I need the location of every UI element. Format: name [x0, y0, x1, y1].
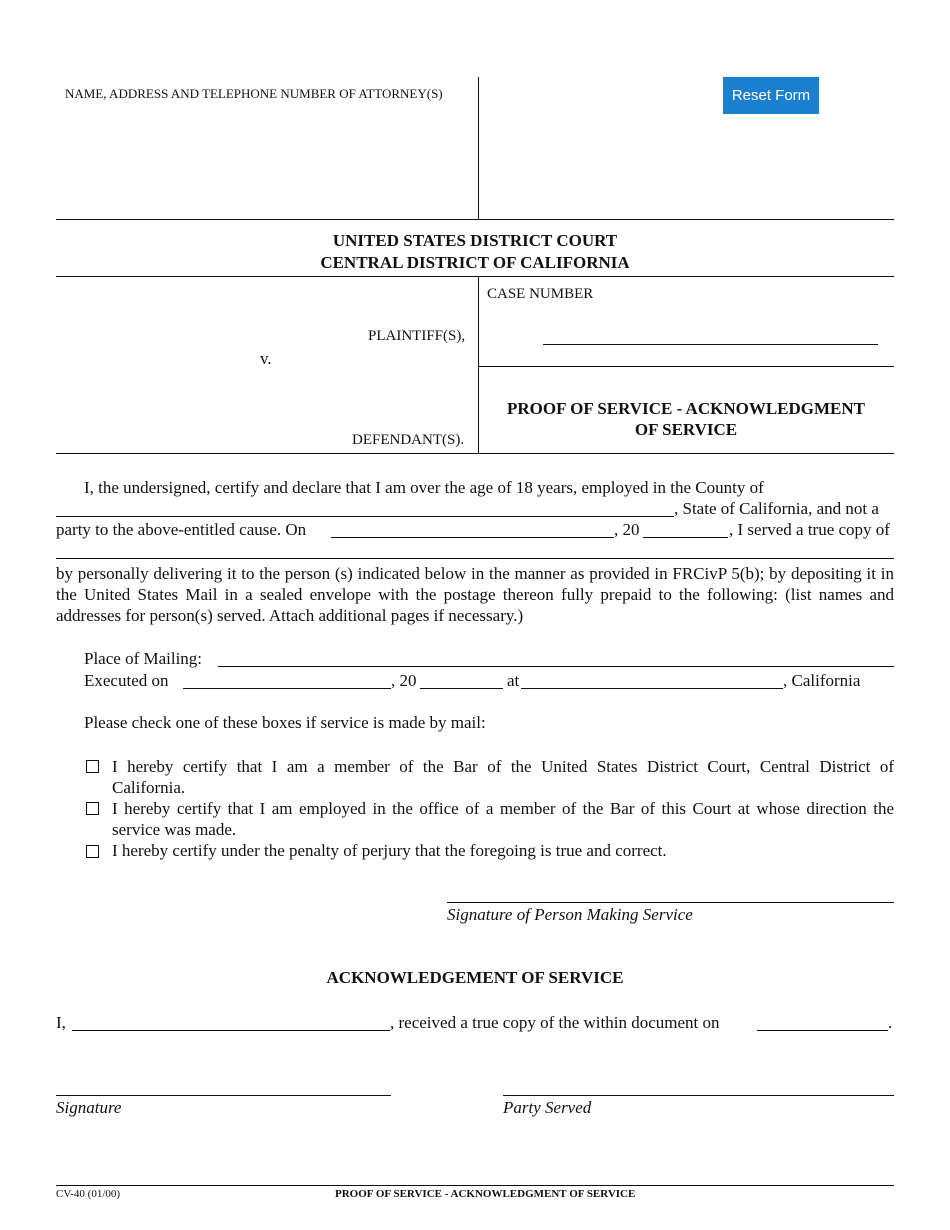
court-bottom-rule	[56, 276, 894, 277]
header-bottom-rule	[56, 219, 894, 220]
party-served-field[interactable]	[503, 1095, 894, 1096]
perjury-checkbox[interactable]	[86, 845, 99, 858]
form-code: CV-40 (01/00)	[56, 1188, 121, 1200]
signature-label: Signature of Person Making Service	[447, 905, 693, 924]
footer-rule	[56, 1185, 894, 1186]
checkbox-instruction: Please check one of these boxes if service is made by mail:	[84, 713, 486, 732]
california-text: , California	[783, 671, 861, 690]
plaintiff-label: PLAINTIFF(S),	[368, 328, 466, 344]
bar-member-line-1: I hereby certify that I am a member of the Bar of the United States District Court, Central District of	[112, 757, 894, 776]
reset-form-button[interactable]: Reset Form	[723, 77, 819, 114]
delivery-paragraph: by personally delivering it to the person (s) indicated below in the manner as provided in FRCivP 5(b); by depositing it in the United States Mail in a sealed envelope with the postage thereon fully prepaid to the following: (list names and addresses for person(s) served. Attach additional pages if necessary.)	[56, 564, 894, 625]
bar-member-checkbox[interactable]	[86, 760, 99, 773]
at-label: at	[507, 671, 520, 690]
bar-member-line-2: California.	[112, 778, 186, 797]
case-number-field[interactable]	[543, 344, 878, 345]
served-text: , I served a true copy of	[729, 520, 890, 539]
county-field[interactable]	[56, 516, 674, 517]
declaration-line-1: I, the undersigned, certify and declare that I am over the age of 18 years, employed in the County of	[84, 478, 764, 497]
document-served-field[interactable]	[56, 558, 894, 559]
footer-title: PROOF OF SERVICE - ACKNOWLEDGMENT OF SERVICE	[335, 1188, 636, 1200]
employed-line-1: I hereby certify that I am employed in the office of a member of the Bar of this Court at whose direction the	[112, 799, 894, 818]
ack-signature-label: Signature	[56, 1098, 122, 1117]
service-year-field[interactable]	[643, 537, 728, 538]
defendant-label: DEFENDANT(S).	[352, 432, 465, 448]
ack-name-field[interactable]	[72, 1030, 390, 1031]
signature-field[interactable]	[447, 902, 894, 903]
ack-received-text: , received a true copy of the within document on	[390, 1013, 720, 1032]
document-title-line-1: PROOF OF SERVICE - ACKNOWLEDGMENT	[507, 399, 865, 418]
place-of-mailing-label: Place of Mailing:	[84, 649, 203, 668]
ack-i-label: I,	[56, 1013, 66, 1032]
employed-checkbox[interactable]	[86, 802, 99, 815]
perjury-text: I hereby certify under the penalty of perjury that the foregoing is true and correct.	[112, 841, 667, 860]
case-number-box-rule	[478, 366, 894, 367]
state-text: , State of California, and not a	[674, 499, 879, 518]
executed-year-field[interactable]	[420, 688, 503, 689]
attorney-label: NAME, ADDRESS AND TELEPHONE NUMBER OF ATTORNEY(S)	[65, 86, 443, 101]
executed-date-field[interactable]	[183, 688, 391, 689]
acknowledgement-title: ACKNOWLEDGEMENT OF SERVICE	[326, 968, 624, 987]
court-line-2: CENTRAL DISTRICT OF CALIFORNIA	[320, 253, 630, 272]
service-date-field[interactable]	[331, 537, 614, 538]
party-served-label: Party Served	[503, 1098, 592, 1117]
bar-member-text	[112, 756, 894, 798]
employed-text	[112, 798, 894, 840]
court-name	[56, 230, 894, 274]
versus-label: v.	[260, 349, 272, 368]
case-number-label: CASE NUMBER	[487, 286, 594, 302]
ack-end-period: .	[888, 1013, 893, 1032]
ack-signature-field[interactable]	[56, 1095, 391, 1096]
party-text: party to the above-entitled cause. On	[56, 520, 307, 539]
document-title-line-2: OF SERVICE	[634, 420, 738, 439]
place-of-mailing-field[interactable]	[218, 666, 894, 667]
ack-date-field[interactable]	[757, 1030, 888, 1031]
header-divider	[478, 77, 479, 220]
caption-bottom-rule	[56, 453, 894, 454]
court-line-1: UNITED STATES DISTRICT COURT	[332, 231, 618, 250]
executed-city-field[interactable]	[521, 688, 783, 689]
executed-on-label: Executed on	[84, 671, 169, 690]
document-title	[478, 398, 894, 440]
executed-year-prefix: , 20	[391, 671, 417, 690]
service-year-prefix: , 20	[614, 520, 640, 539]
employed-line-2: service was made.	[112, 820, 237, 839]
